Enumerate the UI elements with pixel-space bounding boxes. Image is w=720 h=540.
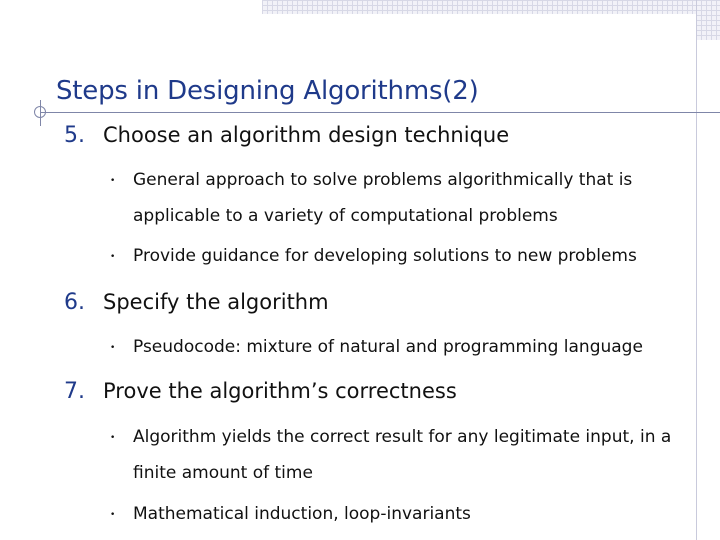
bullet-dot: • (110, 176, 116, 186)
step-number: 5. (64, 123, 85, 148)
decorative-grid-band (262, 0, 720, 14)
bullet-text: Provide guidance for developing solutions to new problems (133, 246, 637, 266)
title-underline (40, 112, 720, 113)
bullet-dot: • (110, 343, 116, 353)
bullet-text: Pseudocode: mixture of natural and programming language (133, 337, 643, 357)
bullet-text: Mathematical induction, loop-invariants (133, 504, 471, 524)
step-heading: Specify the algorithm (103, 290, 329, 314)
step-number: 7. (64, 379, 85, 404)
bullet-dot: • (110, 433, 116, 443)
bullet-text: General approach to solve problems algorithmically that is (133, 170, 633, 190)
decorative-vertical-rule (696, 0, 697, 540)
step-heading: Prove the algorithm’s correctness (103, 379, 457, 403)
crosshair-icon (34, 106, 46, 118)
bullet-dot: • (110, 510, 116, 520)
step-heading: Choose an algorithm design technique (103, 123, 510, 147)
bullet-text-continued: finite amount of time (133, 463, 313, 483)
step-number: 6. (64, 290, 85, 315)
bullet-dot: • (110, 252, 116, 262)
bullet-text-continued: applicable to a variety of computational problems (133, 206, 558, 226)
bullet-text: Algorithm yields the correct result for any legitimate input, in a (133, 427, 672, 447)
slide-title: Steps in Designing Algorithms(2) (56, 76, 479, 106)
decorative-grid-corner (696, 0, 720, 40)
